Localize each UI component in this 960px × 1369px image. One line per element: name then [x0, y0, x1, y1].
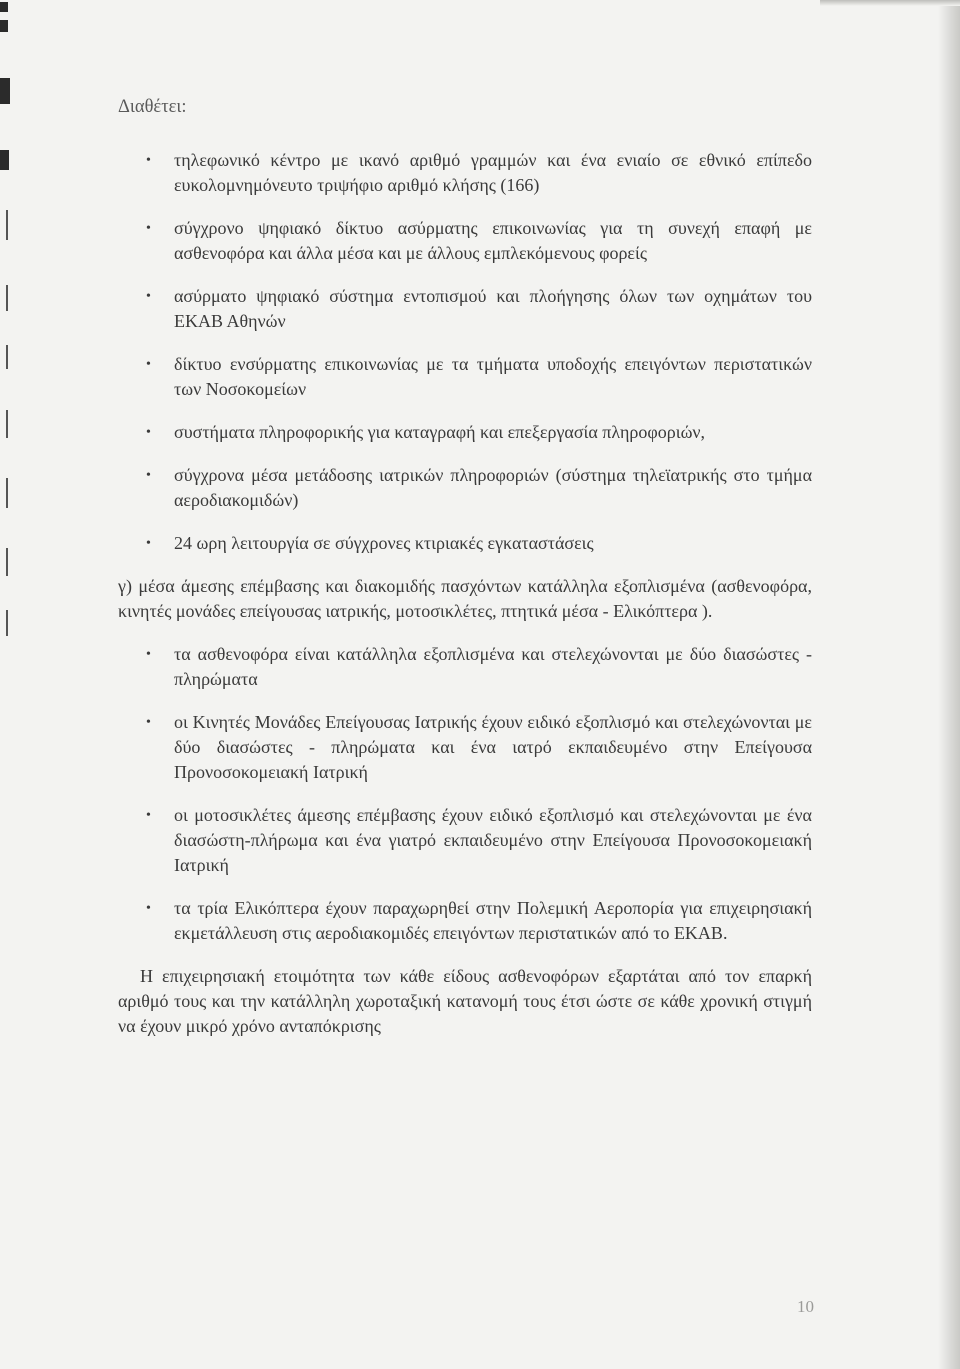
list-item-text: δίκτυο ενσύρματης επικοινωνίας με τα τμήματα υποδοχής επειγόντων περιστατικών των Νοσοκομείων: [174, 354, 812, 399]
list-item: [118, 642, 812, 692]
capabilities-list: [118, 148, 812, 556]
list-item-text: 24 ωρη λειτουργία σε σύγχρονες κτιριακές εγκαταστάσεις: [174, 533, 594, 553]
paragraph-readiness: Η επιχειρησιακή ετοιμότητα των κάθε είδους ασθενοφόρων εξαρτάται από τον επαρκή αριθμό τους και την κατάλληλη χωροταξική κατανομή τους έτσι ώστε σε κάθε χρονική στιγμή να έχουν μικρό χρόνο ανταπόκρισης: [118, 966, 812, 1036]
list-item: [118, 710, 812, 785]
list-item: [118, 803, 812, 878]
bullet-icon: •: [146, 425, 151, 440]
bullet-icon: •: [146, 357, 151, 372]
list-item: [118, 531, 812, 556]
document-body: [118, 95, 812, 1057]
scan-artifact: [6, 478, 8, 508]
list-item: [118, 352, 812, 402]
scan-artifact: [0, 2, 8, 12]
scan-artifact: [6, 548, 8, 576]
bullet-icon: •: [146, 808, 151, 823]
page-number: 10: [797, 1297, 814, 1316]
list-item-text: τα ασθενοφόρα είναι κατάλληλα εξοπλισμένα και στελεχώνονται με δύο διασώστες - πληρώματα: [174, 644, 812, 689]
list-item: [118, 148, 812, 198]
list-item: [118, 284, 812, 334]
list-item-text: σύγχρονο ψηφιακό δίκτυο ασύρματης επικοινωνίας για τη συνεχή επαφή με ασθενοφόρα και άλλα μέσα και με άλλους εμπλεκόμενους φορείς: [174, 218, 812, 263]
list-item: [118, 896, 812, 946]
bullet-icon: •: [146, 153, 151, 168]
bullet-icon: •: [146, 715, 151, 730]
bullet-icon: •: [146, 647, 151, 662]
bullet-icon: •: [146, 221, 151, 236]
scan-artifact: [6, 210, 8, 240]
list-item-text: συστήματα πληροφορικής για καταγραφή και επεξεργασία πληροφοριών,: [174, 422, 706, 442]
page-edge-shadow: [820, 0, 960, 6]
scan-artifact: [0, 78, 10, 104]
list-item: [118, 463, 812, 513]
scan-artifact: [6, 285, 8, 311]
list-item-text: οι Κινητές Μονάδες Επείγουσας Ιατρικής έχουν ειδικό εξοπλισμό και στελεχώνονται με δύο διασώστες - πληρώματα και ένα ιατρό εκπαιδευμένο στην Επείγουσα Προνοσοκομειακή Ιατρική: [174, 712, 812, 782]
list-item: [118, 216, 812, 266]
list-item-text: σύγχρονα μέσα μετάδοσης ιατρικών πληροφοριών (σύστημα τηλεϊατρικής στο τμήμα αεροδιακομιδών): [174, 465, 812, 510]
list-item-text: τα τρία Ελικόπτερα έχουν παραχωρηθεί στην Πολεμική Αεροπορία για επιχειρησιακή εκμετάλλευση στις αεροδιακομιδές επειγόντων περιστατικών από το ΕΚΑΒ.: [174, 898, 812, 943]
section-heading: Διαθέτει:: [118, 97, 187, 117]
list-item-text: τηλεφωνικό κέντρο με ικανό αριθμό γραμμών και ένα ενιαίο σε εθνικό επίπεδο ευκολομνημόνευτο τριψήφιο αριθμό κλήσης (166): [174, 150, 812, 195]
bullet-icon: •: [146, 468, 151, 483]
vehicles-list: [118, 642, 812, 946]
scan-artifact: [6, 345, 8, 369]
bullet-icon: •: [146, 289, 151, 304]
bullet-icon: •: [146, 901, 151, 916]
list-item: [118, 420, 812, 445]
paragraph-gamma: γ) μέσα άμεσης επέμβασης και διακομιδής πασχόντων κατάλληλα εξοπλισμένα (ασθενοφόρα, κινητές μονάδες επείγουσας ιατρικής, μοτοσικλέτες, πτητικά μέσα - Ελικόπτερα ).: [118, 576, 812, 621]
list-item-text: οι μοτοσικλέτες άμεσης επέμβασης έχουν ειδικό εξοπλισμό και στελεχώνονται με ένα διασώστη-πλήρωμα και ένα γιατρό εκπαιδευμένο στην Επείγουσα Προνοσοκομειακή Ιατρική: [174, 805, 812, 875]
scan-artifact: [0, 150, 9, 170]
scan-artifact: [0, 20, 8, 32]
scan-artifact: [6, 410, 8, 438]
scan-artifact: [6, 610, 8, 636]
bullet-icon: •: [146, 536, 151, 551]
page-edge-shadow: [938, 0, 960, 1369]
list-item-text: ασύρματο ψηφιακό σύστημα εντοπισμού και πλοήγησης όλων των οχημάτων του ΕΚΑΒ Αθηνών: [174, 286, 812, 331]
